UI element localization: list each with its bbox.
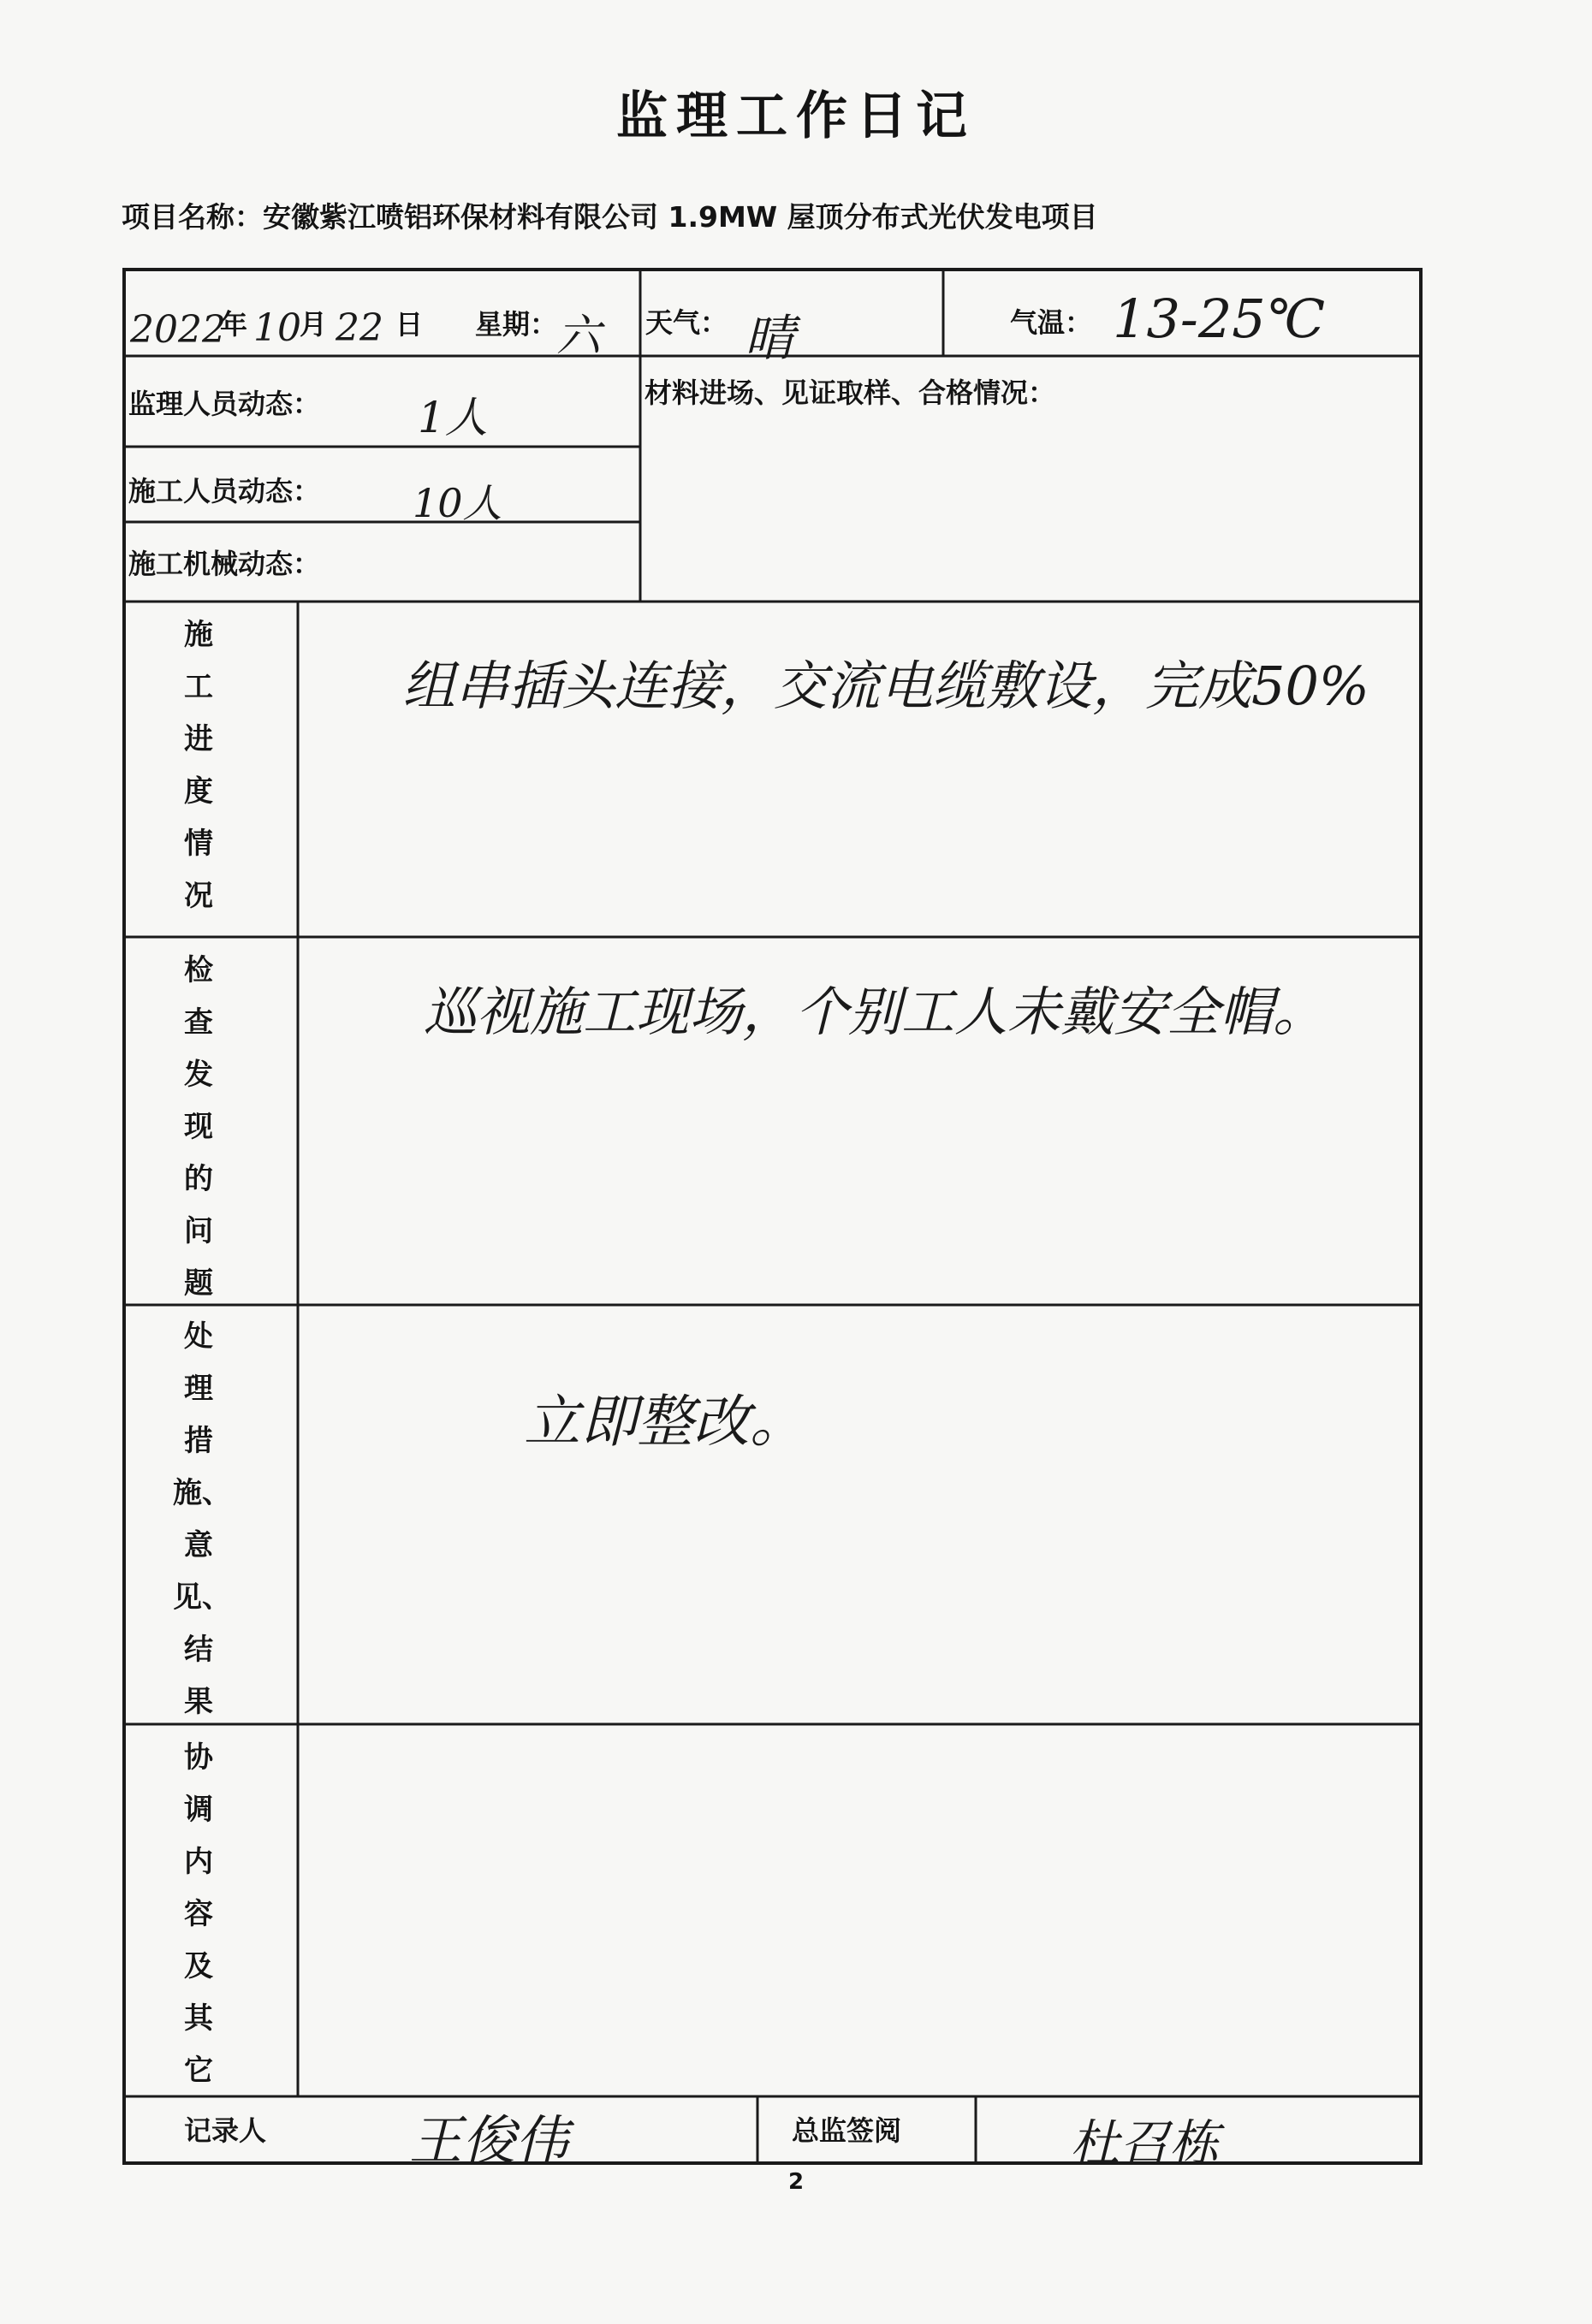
section-issues-label: 检 查 发 现 的 问 题: [184, 953, 213, 1301]
workers-status-value: 10人: [413, 480, 502, 526]
section-issues-content: 巡视施工现场，个别工人未戴安全帽。: [424, 981, 1327, 1043]
chief-signature: 杜召栋: [1070, 2114, 1220, 2173]
temperature-value: 13-25℃: [1113, 288, 1326, 350]
day-label: 日: [395, 308, 424, 341]
section-measures-content: 立即整改。: [524, 1389, 806, 1455]
section-measures-label: 处 理 措 施、 意 见、 结 果: [173, 1319, 231, 1719]
project-label: 项目名称：: [122, 200, 263, 234]
supervisor-status-value: 1人: [418, 393, 488, 442]
temperature-label: 气温：: [1010, 306, 1093, 339]
section-progress-label: 施 工 进 度 情 况: [184, 618, 213, 913]
recorder-signature: 王俊伟: [409, 2109, 569, 2172]
weather-label: 天气：: [645, 306, 728, 339]
section-coordination-label: 协 调 内 容 及 其 它: [184, 1740, 213, 2088]
project-name: 安徽紫江喷铝环保材料有限公司 1.9MW 屋顶分布式光伏发电项目: [263, 200, 1098, 234]
date-year: 2022: [130, 308, 226, 352]
month-label: 月: [300, 308, 328, 341]
section-progress-content: 组串插头连接，交流电缆敷设，完成50%: [402, 655, 1369, 717]
page-number: 2: [787, 2169, 805, 2195]
weather-value: 晴: [745, 309, 795, 367]
year-label: 年: [220, 308, 248, 341]
document-title: 监理工作日记: [616, 86, 976, 146]
recorder-label: 记录人: [184, 2114, 267, 2147]
chief-review-label: 总监签阅: [792, 2114, 902, 2147]
machinery-status-label: 施工机械动态：: [128, 548, 321, 580]
weekday-label: 星期：: [475, 308, 558, 341]
supervisor-status-label: 监理人员动态：: [128, 388, 321, 420]
weekday-value: 六: [556, 311, 602, 362]
materials-label: 材料进场、见证取样、合格情况：: [645, 376, 1056, 409]
date-month: 10: [253, 306, 301, 350]
date-day: 22: [336, 306, 383, 350]
workers-status-label: 施工人员动态：: [128, 475, 321, 507]
